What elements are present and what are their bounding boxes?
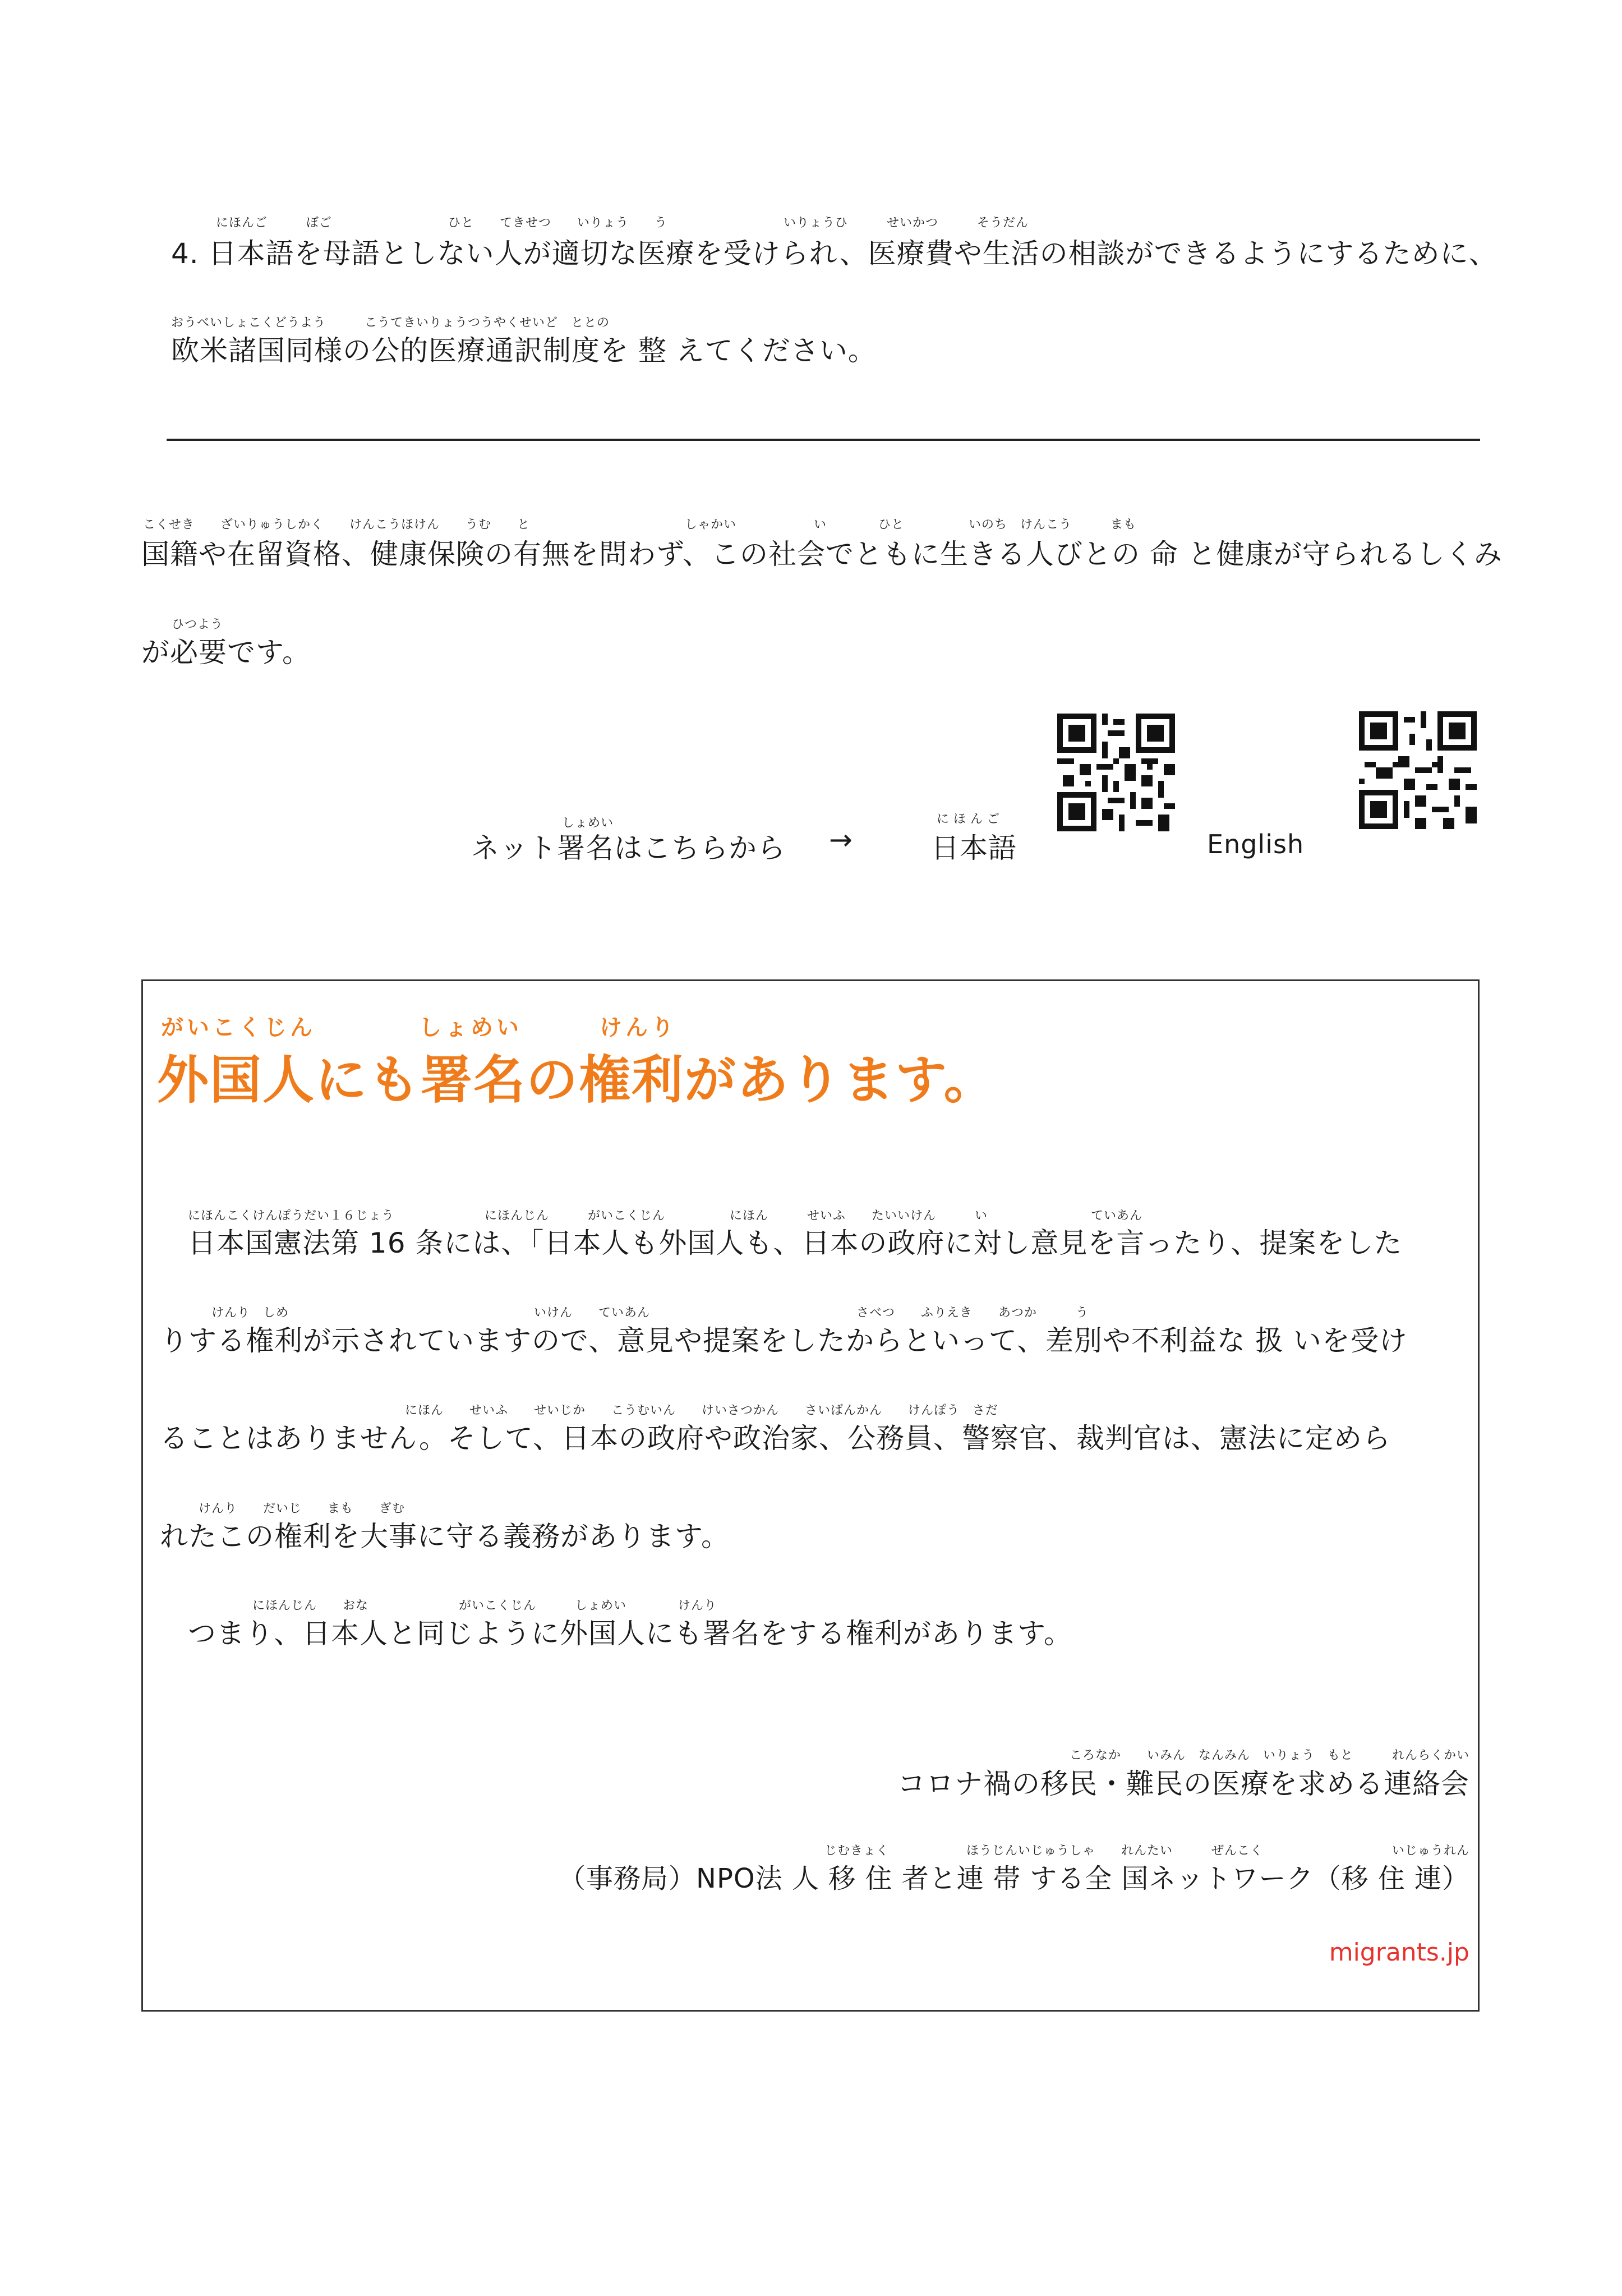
signature-ruby: しょめい — [562, 816, 614, 830]
statement-line-2: が必要です。 — [141, 636, 311, 669]
p1-line-4: れたこの権利を大事に守る義務があります。 — [160, 1520, 730, 1553]
statement-line-1: 国籍や在留資格、健康保険の有無を問わず、この社会でともに生きる人びとの 命 と健康が守られるしくみ — [141, 538, 1503, 570]
headline: 外国人にも署名の権利があります。 — [157, 1050, 997, 1110]
secretariat-ruby: じむきょく ほうじんいじゅうしゃ れんたい ぜんこく いじゅうれん — [824, 1844, 1469, 1858]
qr-code-icon[interactable] — [1359, 711, 1477, 829]
p1-ruby-1: にほんこくけんぽうだい１６じょう にほんじん がいこくじん にほん せいふ たいいけん い ていあん — [188, 1209, 1143, 1223]
item4-line-1: 4. 日本語を母語としない人が適切な医療を受けられ、医療費や生活の相談ができるようにするために、 — [171, 237, 1497, 270]
org-name: コロナ禍の移民・難民の医療を求める連絡会 — [897, 1768, 1469, 1800]
secretariat: （事務局）NPO法 人 移 住 者と連 帯 する全 国ネットワーク（移 住 連） — [559, 1863, 1469, 1894]
p1-line-2: りする権利が示されていますので、意見や提案をしたからといって、差別や不利益な 扱 いを受け — [160, 1324, 1408, 1357]
p1-line-3: ることはありません。そして、日本の政府や政治家、公務員、警察官、裁判官は、憲法に定めら — [160, 1422, 1391, 1455]
item4-ruby-2: おうべいしょこくどうよう こうてきいりょうつうやくせいど ととの — [171, 316, 610, 330]
p2-line: つまり、日本人と同じように外国人にも署名をする権利があります。 — [188, 1617, 1072, 1650]
headline-ruby: がいこくじん しょめい けんり — [161, 1015, 677, 1041]
website-link[interactable]: migrants.jp — [1329, 1938, 1469, 1967]
qr-code-icon[interactable] — [1057, 714, 1175, 831]
item4-ruby-1: にほんご ぼご ひと てきせつ いりょう う いりょうひ せいかつ そうだん — [216, 216, 1029, 230]
p1-ruby-4: けんり だいじ まも ぎむ — [160, 1502, 406, 1516]
section-divider — [167, 439, 1480, 441]
org-ruby: ころなか いみん なんみん いりょう もと れんらくかい — [1069, 1749, 1469, 1763]
p1-line-1: 日本国憲法第 16 条には、「日本人も外国人も、日本の政府に対し意見を言ったり、提案をした — [188, 1227, 1403, 1259]
p1-ruby-3: にほん せいふ せいじか こうむいん けいさつかん さいばんかん けんぽう さだ — [160, 1404, 999, 1418]
japanese-link[interactable]: 日本語 — [931, 832, 1017, 864]
japanese-ruby: にほんご — [937, 812, 1004, 826]
item4-line-2: 欧米諸国同様の公的医療通訳制度を 整 えてください。 — [171, 334, 877, 367]
statement-ruby-1: こくせき ざいりゅうしかく けんこうほけん うむ と しゃかい い ひと いのち けんこう まも — [143, 518, 1137, 532]
p2-ruby: にほんじん おな がいこくじん しょめい けんり — [188, 1599, 717, 1613]
p1-ruby-2: けんり しめ いけん ていあん さべつ ふりえき あつか う — [160, 1306, 1089, 1320]
arrow-icon: → — [829, 823, 853, 856]
statement-ruby-2: ひつよう — [172, 618, 224, 632]
english-link[interactable]: English — [1207, 829, 1305, 859]
signature-label: ネット署名はこちらから — [471, 832, 786, 864]
